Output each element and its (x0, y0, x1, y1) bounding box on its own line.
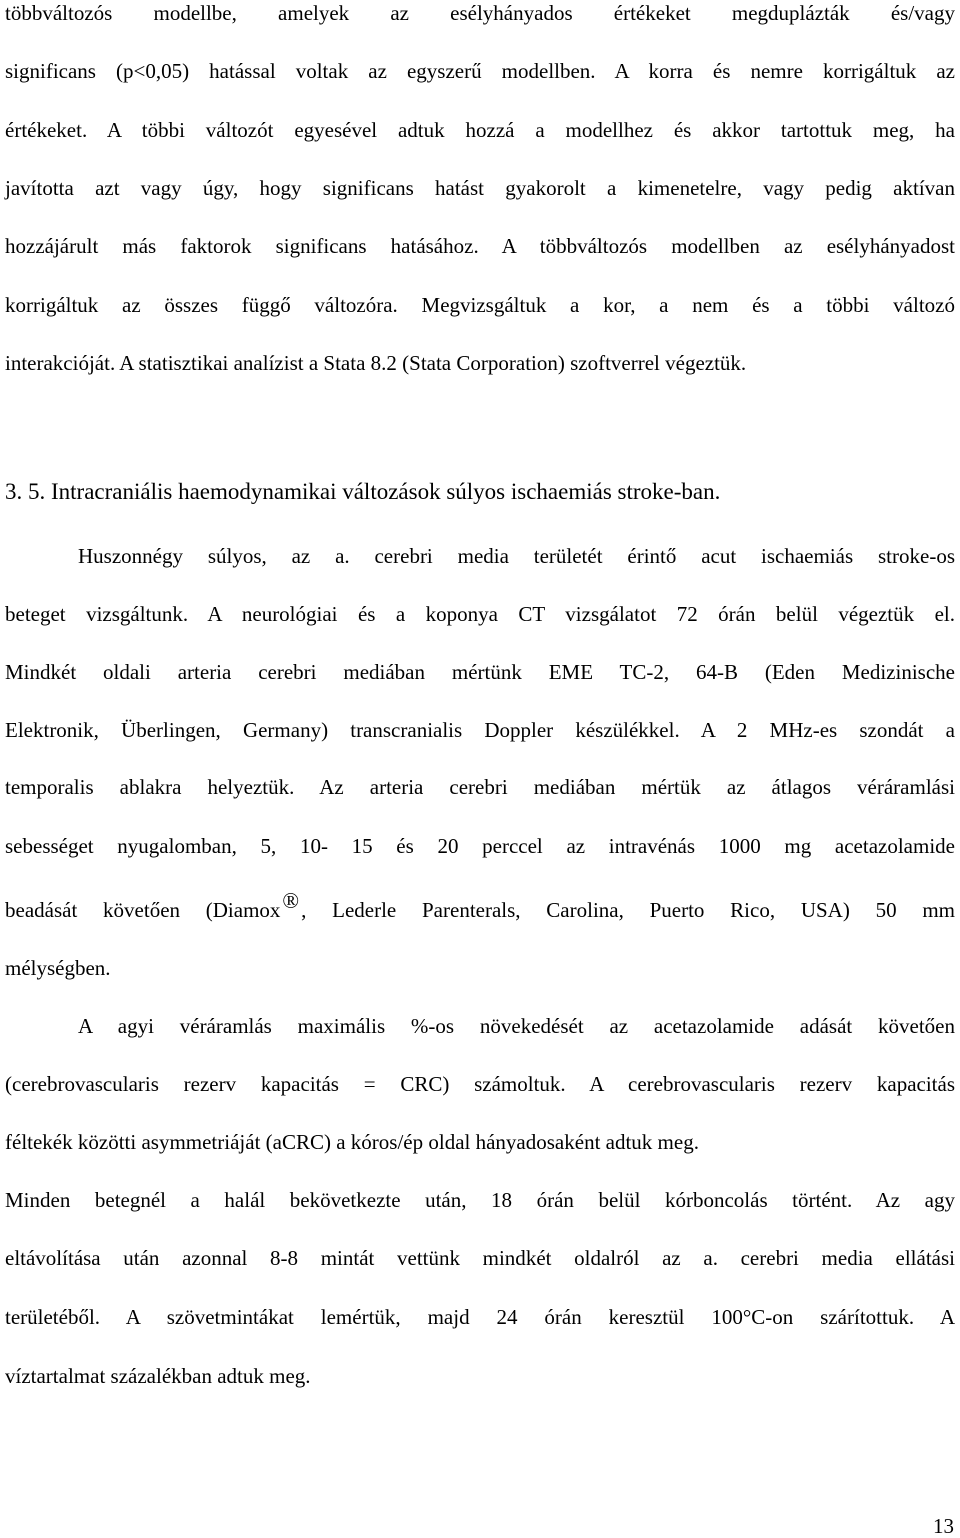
text-span: beadását követően (Diamox (5, 898, 281, 922)
body-line: hozzájárult más faktorok significans hatásához. A többváltozós modellben az esélyhányadost (5, 234, 955, 258)
paragraph-first-line: A agyi véráramlás maximális %-os növekedését az acetazolamide adását követően (78, 1014, 955, 1038)
page-number: 13 (933, 1514, 954, 1538)
body-line: sebességet nyugalomban, 5, 10- 15 és 20 perccel az intravénás 1000 mg acetazolamide (5, 834, 955, 858)
body-line: korrigáltuk az összes függő változóra. Megvizsgáltuk a kor, a nem és a többi változó (5, 293, 955, 317)
body-line: Elektronik, Überlingen, Germany) transcranialis Doppler készülékkel. A 2 MHz-es szondát a (5, 718, 955, 742)
body-line: (cerebrovascularis rezerv kapacitás = CRC) számoltuk. A cerebrovascularis rezerv kapacitás (5, 1072, 955, 1096)
body-line: beteget vizsgáltunk. A neurológiai és a koponya CT vizsgálatot 72 órán belül végeztük el. (5, 602, 955, 626)
body-line: víztartalmat százalékban adtuk meg. (5, 1364, 311, 1388)
paragraph-first-line: Huszonnégy súlyos, az a. cerebri media területét érintő acut ischaemiás stroke-os (78, 544, 955, 568)
registered-mark: ® (282, 888, 300, 913)
body-line: területéből. A szövetmintákat lemértük, majd 24 órán keresztül 100°C-on szárítottuk. A (5, 1305, 955, 1329)
body-line: significans (p<0,05) hatással voltak az egyszerű modellben. A korra és nemre korrigáltuk az (5, 59, 955, 83)
body-line: temporalis ablakra helyeztük. Az arteria cerebri mediában mértük az átlagos véráramlási (5, 775, 955, 799)
body-line (5, 888, 955, 922)
body-line: féltekék közötti asymmetriáját (aCRC) a kóros/ép oldal hányadosaként adtuk meg. (5, 1130, 699, 1154)
body-line: mélységben. (5, 956, 111, 980)
body-line: javította azt vagy úgy, hogy significans hatást gyakorolt a kimenetelre, vagy pedig aktívan (5, 176, 955, 200)
body-line: eltávolítása után azonnal 8-8 mintát vettünk mindkét oldalról az a. cerebri media ellátási (5, 1246, 955, 1270)
body-line: interakcióját. A statisztikai analízist a Stata 8.2 (Stata Corporation) szoftverrel végeztük. (5, 351, 747, 375)
body-line: Mindkét oldali arteria cerebri mediában mértünk EME TC-2, 64-B (Eden Medizinische (5, 660, 955, 684)
body-line: Minden betegnél a halál bekövetkezte után, 18 órán belül kórboncolás történt. Az agy (5, 1188, 955, 1212)
body-line: értékeket. A többi változót egyesével adtuk hozzá a modellhez és akkor tartottuk meg, ha (5, 118, 955, 142)
body-line: többváltozós modellbe, amelyek az esélyhányados értékeket megduplázták és/vagy (5, 1, 955, 25)
section-heading: 3. 5. Intracraniális haemodynamikai változások súlyos ischaemiás stroke-ban. (5, 479, 721, 504)
text-span: , Lederle Parenterals, Carolina, Puerto Rico, USA) 50 mm (301, 898, 955, 922)
